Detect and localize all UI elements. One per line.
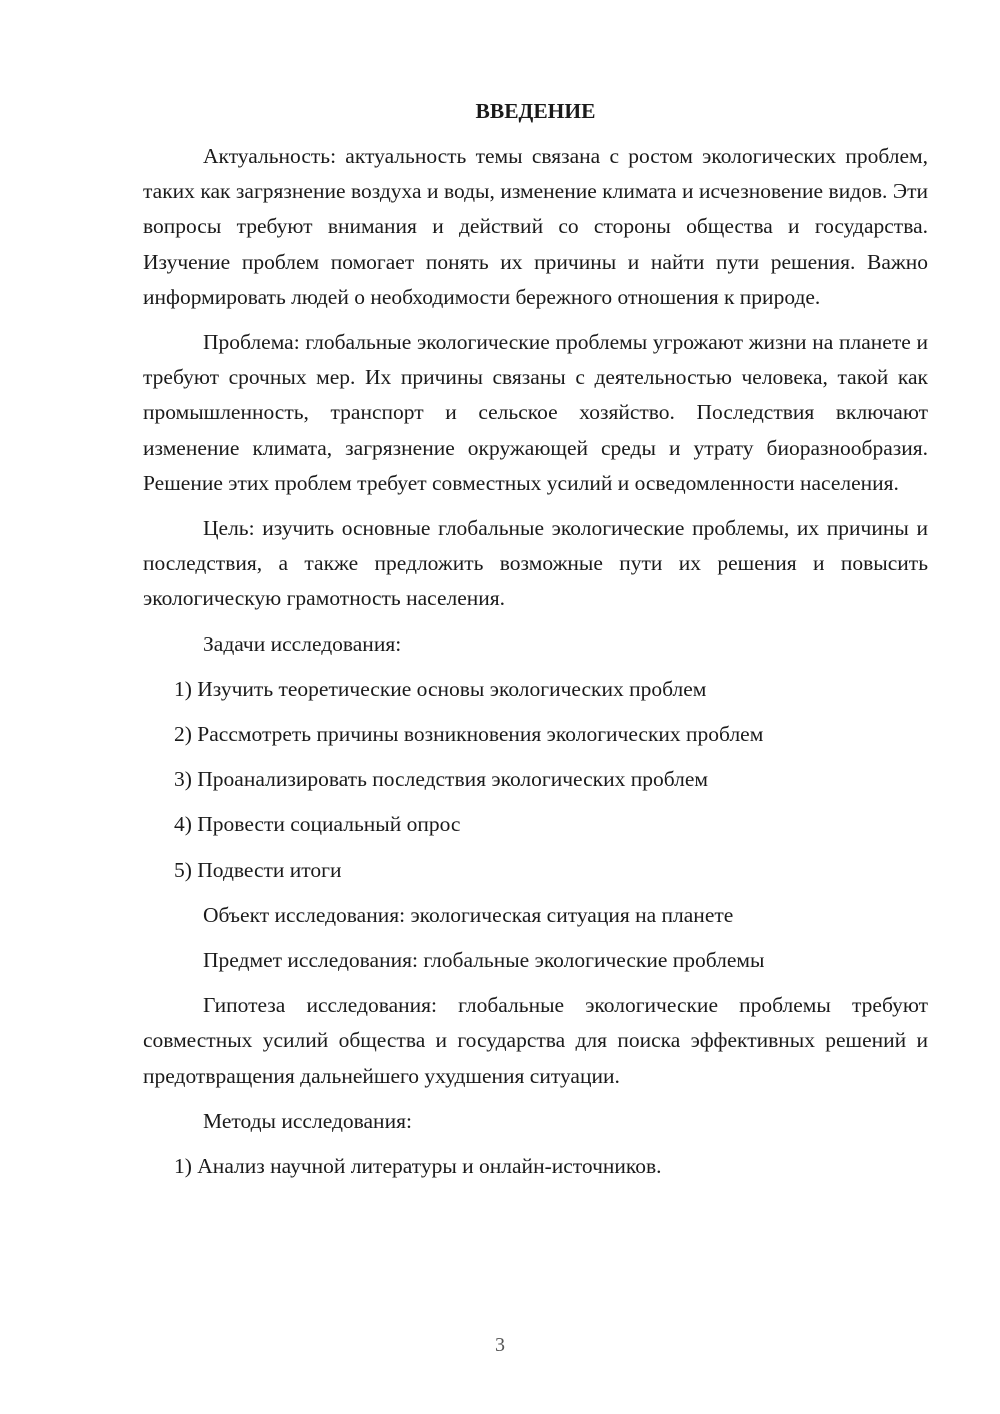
- research-subject: Предмет исследования: глобальные экологические проблемы: [203, 948, 765, 973]
- document-page: [143, 95, 928, 1194]
- task-item: 5) Подвести итоги: [174, 857, 342, 882]
- task-item: 3) Проанализировать последствия экологических проблем: [174, 767, 709, 792]
- page-number: 3: [495, 1334, 505, 1356]
- tasks-heading: Задачи исследования:: [203, 631, 402, 656]
- methods-heading: Методы исследования:: [203, 1108, 412, 1133]
- relevance-paragraph: Актуальность: актуальность темы связана с ростом экологических проблем, таких как загрязнение воздуха и воды, изменение климата и исчезновение видов. Эти вопросы требуют внимания и действий со стороны общества и государства. Изучение проблем помогает понять их причины и найти пути решения. Важно информировать людей о необходимости бережного отношения к природе.: [143, 144, 928, 309]
- tasks-list: [143, 672, 928, 888]
- hypothesis-paragraph: Гипотеза исследования: глобальные экологические проблемы требуют совместных усилий общества и государства для поиска эффективных решений и предотвращения дальнейшего ухудшения ситуации.: [143, 993, 928, 1088]
- task-item: 1) Изучить теоретические основы экологических проблем: [174, 676, 707, 701]
- section-title: ВВЕДЕНИЕ: [475, 99, 596, 123]
- task-item: 4) Провести социальный опрос: [174, 812, 461, 837]
- method-item: 1) Анализ научной литературы и онлайн-источников.: [174, 1154, 662, 1179]
- methods-list: [143, 1149, 928, 1184]
- task-item: 2) Рассмотреть причины возникновения экологических проблем: [174, 722, 764, 747]
- goal-paragraph: Цель: изучить основные глобальные экологические проблемы, их причины и последствия, а также предложить возможные пути их решения и повысить экологическую грамотность населения.: [143, 516, 928, 611]
- problem-paragraph: Проблема: глобальные экологические проблемы угрожают жизни на планете и требуют срочных мер. Их причины связаны с деятельностью человека, такой как промышленность, транспорт и сельское хозяйство. Последствия включают изменение климата, загрязнение окружающей среды и утрату биоразнообразия. Решение этих проблем требует совместных усилий и осведомленности населения.: [143, 330, 928, 495]
- research-object: Объект исследования: экологическая ситуация на планете: [203, 902, 734, 927]
